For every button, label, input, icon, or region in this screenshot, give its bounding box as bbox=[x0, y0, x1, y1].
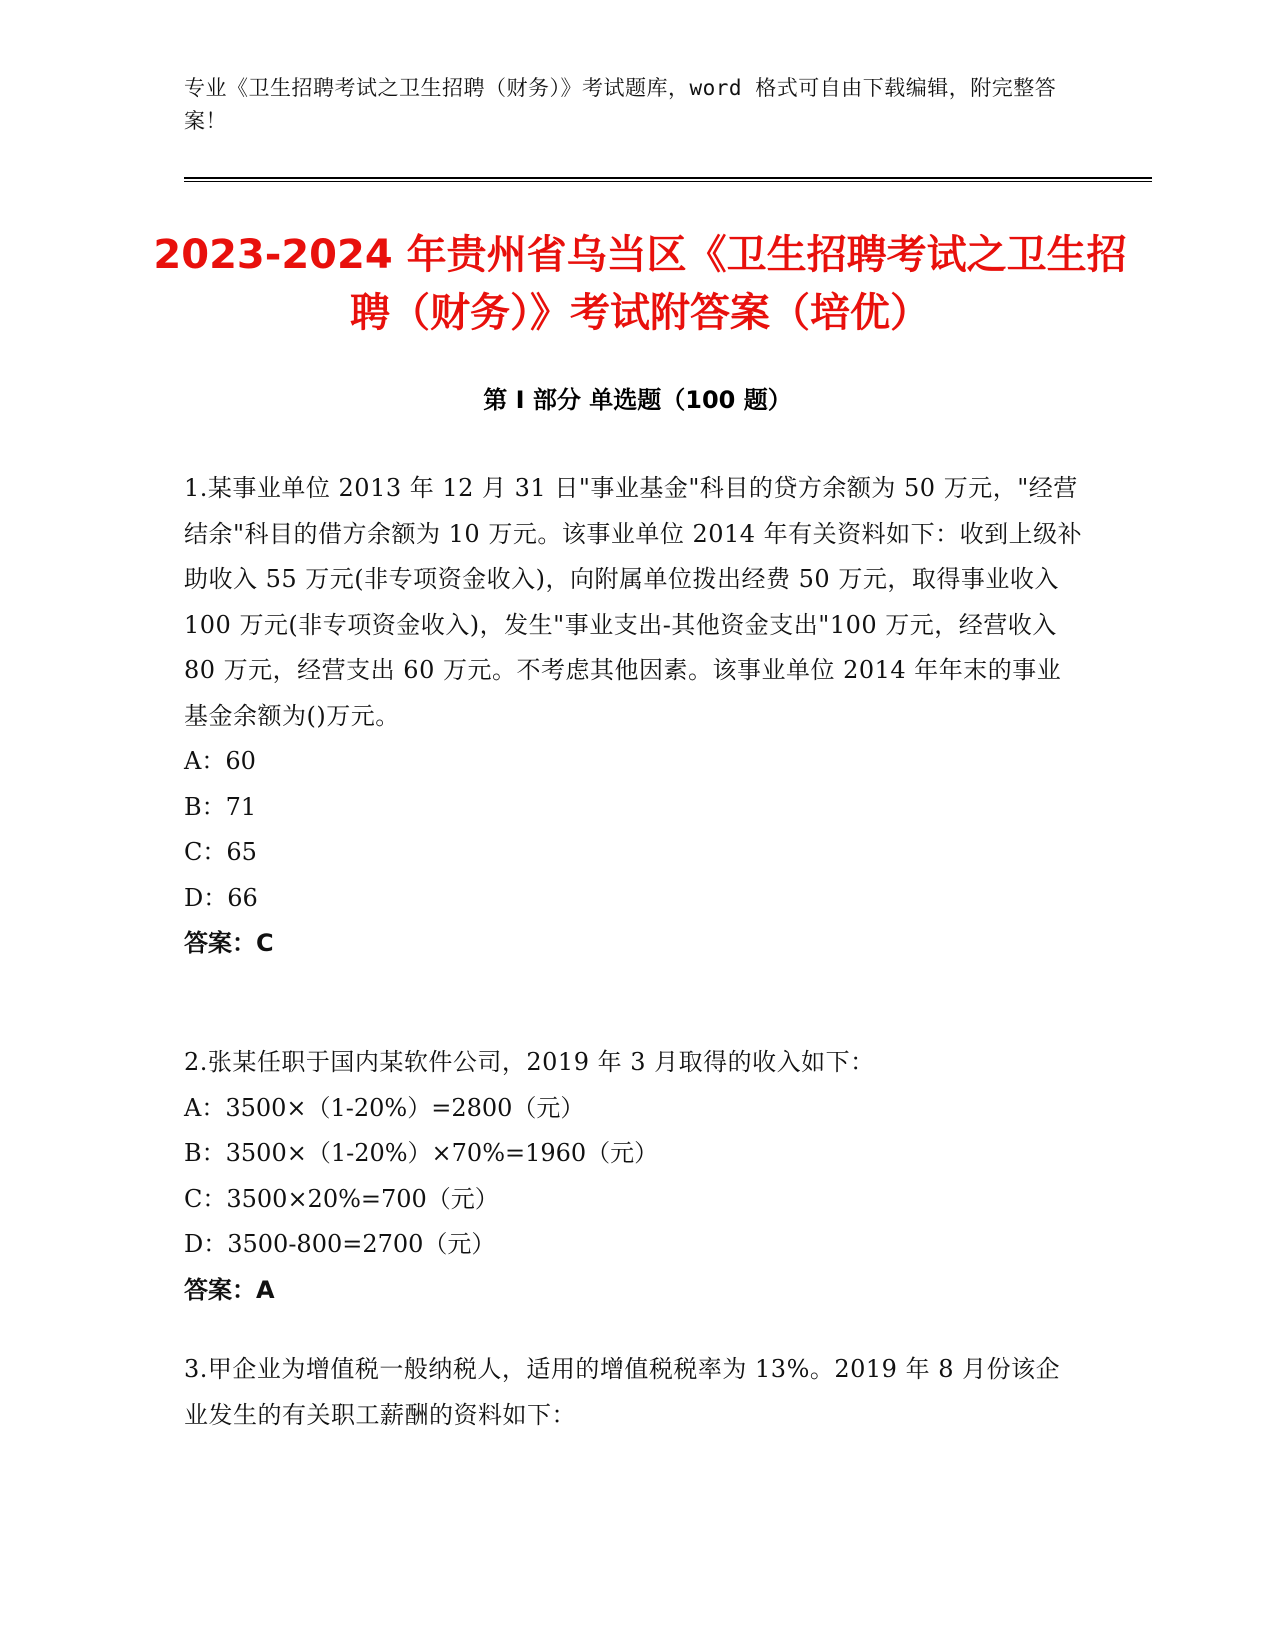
question-2 bbox=[184, 1040, 1084, 1313]
option-d: D：66 bbox=[184, 883, 258, 912]
question-1 bbox=[184, 466, 1084, 967]
option-d: D：3500-800=2700（元） bbox=[184, 1230, 496, 1258]
answer: 答案：C bbox=[184, 929, 274, 957]
header-note: 专业《卫生招聘考试之卫生招聘（财务）》考试题库，word 格式可自由下载编辑，附完整答案！ bbox=[184, 76, 1057, 133]
question-stem: 2.张某任职于国内某软件公司，2019 年 3 月取得的收入如下： bbox=[184, 1048, 875, 1076]
header-divider bbox=[184, 177, 1152, 179]
header-divider-thin bbox=[184, 181, 1152, 182]
option-c: C：3500×20%=700（元） bbox=[184, 1184, 499, 1213]
option-c: C：65 bbox=[184, 838, 257, 866]
section-title: 第 I 部分 单选题（100 题） bbox=[483, 386, 792, 414]
option-a: A：3500×（1-20%）=2800（元） bbox=[184, 1093, 585, 1122]
question-stem: 1.某事业单位 2013 年 12 月 31 日"事业基金"科目的贷方余额为 50 万元，"经营结余"科目的借方余额为 10 万元。该事业单位 2014 年有关资料如下：收到上级补助收入 55 万元(非专项资金收入)，向附属单位拨出经费 50 万元，取得事业收入 100 万元(非专项资金收入)，发生"事业支出-其他资金支出"100 万元，经营收入 80 万元，经营支出 60 万元。不考虑其他因素。该事业单位 2014 年年末的事业基金余额为()万元。 bbox=[184, 474, 1083, 730]
document-title: 2023-2024 年贵州省乌当区《卫生招聘考试之卫生招聘（财务）》考试附答案（培优） bbox=[153, 232, 1127, 336]
question-stem: 3.甲企业为增值税一般纳税人，适用的增值税税率为 13%。2019 年 8 月份该企业发生的有关职工薪酬的资料如下： bbox=[184, 1355, 1061, 1429]
option-b: B：3500×（1-20%）×70%=1960（元） bbox=[184, 1139, 659, 1167]
option-b: B：71 bbox=[184, 792, 257, 821]
answer: 答案：A bbox=[184, 1275, 275, 1304]
question-3 bbox=[184, 1347, 1084, 1438]
option-a: A：60 bbox=[184, 747, 256, 775]
